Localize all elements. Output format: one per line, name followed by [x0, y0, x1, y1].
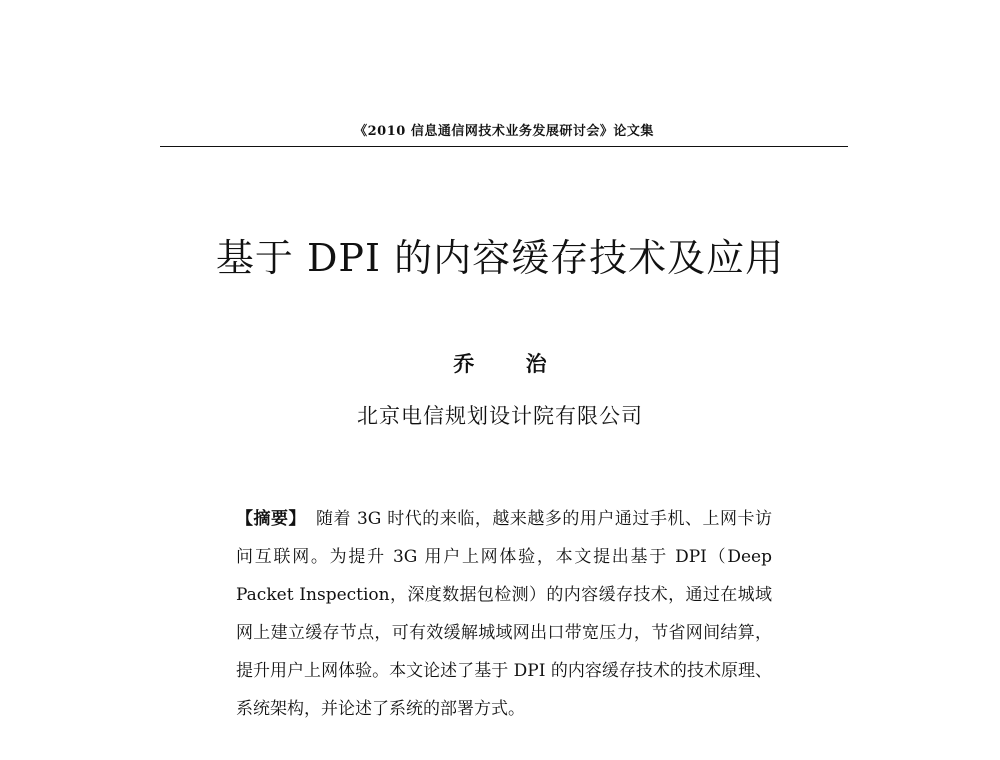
- header-rule: [160, 146, 848, 147]
- abstract-label: 【摘要】: [236, 509, 307, 529]
- running-header: 《2010 信息通信网技术业务发展研讨会》论文集: [354, 124, 654, 139]
- abstract-paragraph: [236, 500, 772, 728]
- paper-title: 基于 DPI 的内容缓存技术及应用: [215, 236, 785, 280]
- author-name: 乔 治: [453, 351, 569, 376]
- abstract-text: 随着 3G 时代的来临，越来越多的用户通过手机、上网卡访问互联网。为提升 3G 用户上网体验，本文提出基于 DPI（Deep Packet Inspection，深度数据包检测）的内容缓存技术，通过在城域网上建立缓存节点，可有效缓解城域网出口带宽压力，节省网间结算，提升用户上网体验。本文论述了基于 DPI 的内容缓存技术的技术原理、系统架构，并论述了系统的部署方式。: [236, 509, 773, 719]
- author-affiliation: 北京电信规划设计院有限公司: [357, 404, 643, 428]
